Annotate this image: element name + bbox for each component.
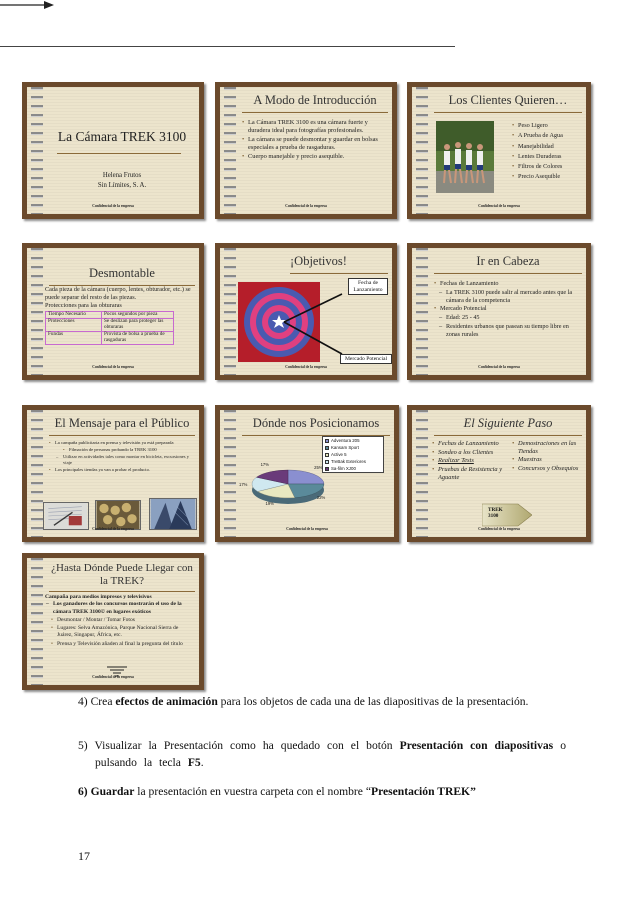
bullet-item: • Demostraciones en las Tiendas xyxy=(512,440,588,455)
legend-entry xyxy=(323,451,383,458)
instruction-6 xyxy=(78,784,575,801)
presenter-name: Helena Frutos xyxy=(102,172,142,179)
table-cell: Tiempo Necesario xyxy=(46,312,102,319)
slide-footer: Confidencial de la empresa xyxy=(285,365,327,369)
slide-5 xyxy=(215,243,397,380)
binder-rings xyxy=(416,248,428,375)
slide-3 xyxy=(407,82,591,219)
table-row xyxy=(46,319,174,332)
company-name: Sin Límites, S. A. xyxy=(97,181,147,189)
slide-title: A Modo de Introducción xyxy=(242,93,388,113)
slide-title: Dónde nos Posicionamos xyxy=(242,416,390,436)
arrow-label: TREK 3100 xyxy=(488,507,503,520)
header-rule xyxy=(0,46,455,47)
legend-entry xyxy=(323,465,383,472)
buildings-photo xyxy=(149,498,197,530)
slide-footer: Confidencial de la empresa xyxy=(92,675,134,679)
slide-body xyxy=(49,440,195,474)
legend-label: Sa-film XJ00 xyxy=(331,466,356,471)
pie-label-1: 25% xyxy=(314,465,323,471)
page-number: 17 xyxy=(78,849,90,863)
sub-bullet-item: – Utilizar en actividades tales como montar en bicicleta, excursiones y viaje xyxy=(55,454,195,466)
sub-bullet-item: • Lugares: Selva Amazónica, Parque Nacional Sierra de Juárez, Singapur, África, etc. xyxy=(51,625,195,640)
binder-rings xyxy=(31,410,43,537)
bullet-item: • La Cámara TREK 3100 es una cámara fuerte y duradera ideal para fotografías profesionales. xyxy=(242,119,388,135)
sub-bullet-item: • Filmación de personas probando la TREK 3100 xyxy=(63,447,195,453)
table-row xyxy=(46,332,174,345)
binder-rings xyxy=(224,410,236,537)
slide-body xyxy=(434,280,582,339)
bullet-item: • La campaña publicitaria en prensa y televisión ya está preparada xyxy=(49,440,195,446)
slide-footer: Confidencial de la empresa xyxy=(286,527,328,531)
pie-label-4: 17% xyxy=(239,481,248,487)
bullet-item: • Pruebas de Resistencia y Aguante xyxy=(432,466,512,481)
slide-2 xyxy=(215,82,397,219)
slide-title: ¿Hasta Dónde Puede Llegar con la TREK? xyxy=(49,562,195,592)
slide-title: El Mensaje para el Público xyxy=(49,416,195,436)
pie-label-5: 17% xyxy=(260,462,269,468)
slide-body xyxy=(45,286,195,345)
legend-label: Adventura 205 xyxy=(331,438,360,443)
divider xyxy=(57,153,181,154)
binder-rings xyxy=(416,410,428,537)
pie-label-3: 19% xyxy=(265,501,274,507)
step-emphasis: F5 xyxy=(187,755,201,769)
coins-photo xyxy=(95,500,141,530)
step-number: 6) xyxy=(78,785,88,798)
slide-footer: Confidencial de la empresa xyxy=(478,204,520,208)
slide-body xyxy=(512,121,582,183)
paragraph: Campaña para medios impresos y televisivos xyxy=(45,594,152,600)
sub-bullet-item: • Desmontar / Montar / Tomar Fotos xyxy=(51,617,195,624)
slide-8 xyxy=(215,405,399,542)
legend-swatch xyxy=(325,453,329,457)
sub-bullet-item: – Residentes urbanos que pasean su tiempo libre en zonas rurales xyxy=(438,323,582,339)
runners-photo xyxy=(436,121,494,193)
legend-swatch xyxy=(325,460,329,464)
slide-title: El Siguiente Paso xyxy=(434,416,582,436)
bullet-item: • Peso Ligero xyxy=(512,121,582,130)
slide-title: Desmontable xyxy=(49,266,195,286)
sub-bullet-item: • Prensa y Televisión añaden al final la pregunta del título xyxy=(51,641,195,648)
binder-rings xyxy=(31,87,43,214)
step-emphasis: efectos de animación xyxy=(115,695,218,708)
binder-rings xyxy=(224,87,236,214)
bullet-item: • Realizar Tests xyxy=(432,457,512,465)
slide-10 xyxy=(22,553,204,690)
step-text: . xyxy=(200,755,204,769)
bullet-item: • Manejabilidad xyxy=(512,142,582,151)
binder-rings xyxy=(31,558,43,685)
table-cell: Se deslizan para proteger las obturaras xyxy=(102,319,174,332)
left-column xyxy=(432,440,512,482)
slide-footer: Confidencial de la empresa xyxy=(92,365,134,369)
slide-6 xyxy=(407,243,591,380)
bullet-item: • Mercado Potencial xyxy=(434,305,582,313)
legend-label: Kansam Sport xyxy=(331,445,359,450)
table-cell: Provista de bolsa a prueba de rasgaduras xyxy=(102,332,174,345)
paragraph: Cada pieza de la cámara (cuerpo, lentes, obturador, etc.) se puede separar del resto de las piezas. xyxy=(45,286,191,301)
features-table xyxy=(45,311,174,345)
slide-footer: Confidencial de la empresa xyxy=(92,527,134,531)
slide-body xyxy=(242,119,388,162)
bullet-item: • Lentes Duraderas xyxy=(512,152,582,161)
bullet-item: • Filtros de Colores xyxy=(512,162,582,171)
step-number: 4) xyxy=(78,695,88,708)
bullet-item: • La cámara se puede desmontar y guardar en bolsas especiales a prueba de rasgaduras. xyxy=(242,136,388,152)
step-text: la presentación en vuestra carpeta con el nombre “ xyxy=(134,785,371,798)
binder-rings xyxy=(416,87,428,214)
step-number: 5) xyxy=(78,739,88,752)
step-emphasis: Presentación con diapositivas xyxy=(399,739,554,752)
bullet-item: • A Prueba de Agua xyxy=(512,131,582,140)
legend-label: TreBak Exteriores xyxy=(331,459,366,464)
binder-rings xyxy=(31,248,43,375)
slide-title: Los Clientes Quieren… xyxy=(434,93,582,113)
legend-swatch xyxy=(325,467,329,471)
callout-launch-date: Fecha de Lanzamiento xyxy=(348,278,388,295)
step-emphasis: Presentación TREK xyxy=(370,785,471,798)
slide-9 xyxy=(407,405,591,542)
sub-bullet-item: – La TREK 3100 puede salir al mercado antes que la cámara de la competencia xyxy=(438,289,582,305)
bullet-item: • Fechas de Lanzamiento xyxy=(432,440,512,448)
slide-1 xyxy=(22,82,204,219)
pie-slice-1 xyxy=(288,470,324,484)
bullet-item: • Sondeo a los Clientes xyxy=(432,449,512,457)
slide-footer: Confidencial de la empresa xyxy=(478,365,520,369)
table-cell: Pocos segundos por pieza xyxy=(102,312,174,319)
legend-label: Active 5 xyxy=(331,452,347,457)
step-text: ” xyxy=(470,785,476,798)
pie-label-2: 22% xyxy=(316,495,326,501)
bullet-item: • Los principales tiendas ya van a probar el producto. xyxy=(49,467,195,473)
paragraph: Protecciones para las obturaras xyxy=(45,301,122,309)
bullet-item: • Concursos y Obsequios xyxy=(512,465,588,473)
slide-title: ¡Objetivos! xyxy=(290,254,388,274)
sub-bullet-item: – Edad: 25 - 45 xyxy=(438,314,582,322)
sub-bullet-item: – Los ganadores de los concursos mostrarán el uso de la cámara TREK 3100© en lugares exóticos xyxy=(45,601,195,616)
bullet-item: • Muestras xyxy=(512,456,588,464)
legend-entry xyxy=(323,444,383,451)
bullet-item: • Fechas de Lanzamiento xyxy=(434,280,582,288)
slide-footer: Confidencial de la empresa xyxy=(285,204,327,208)
step-emphasis: Guardar xyxy=(90,785,135,798)
slide-title: La Cámara TREK 3100 xyxy=(57,129,187,144)
slide-title: Ir en Cabeza xyxy=(434,254,582,274)
slide-subtitle xyxy=(49,171,195,191)
legend-swatch xyxy=(325,446,329,450)
callout-market: Mercado Potencial xyxy=(340,354,392,364)
document-photo xyxy=(43,502,89,530)
slide-7 xyxy=(22,405,204,542)
table-cell: Protecciones xyxy=(46,319,102,332)
instruction-5 xyxy=(78,738,566,772)
slide-body xyxy=(45,594,195,649)
arrow-right-icon xyxy=(0,0,56,10)
bullet-item: • Cuerpo manejable y precio asequible. xyxy=(242,153,388,161)
slide-footer: Confidencial de la empresa xyxy=(92,204,134,208)
step-text: para los objetos de cada una de las diapositivas de la presentación. xyxy=(217,695,529,708)
step-text: Visualizar la Presentación como ha quedado con el botón xyxy=(94,739,400,752)
step-text: Crea xyxy=(90,695,116,708)
legend-swatch xyxy=(325,439,329,443)
instruction-4 xyxy=(78,694,566,711)
chart-legend xyxy=(322,436,384,473)
legend-entry xyxy=(323,458,383,465)
right-column xyxy=(512,440,588,474)
legend-entry xyxy=(323,437,383,444)
step-text: o pulsando la tecla xyxy=(95,739,566,769)
table-cell: Fundas xyxy=(46,332,102,345)
bullet-item: • Precio Asequible xyxy=(512,172,582,181)
slide-4 xyxy=(22,243,204,380)
slide-footer: Confidencial de la empresa xyxy=(478,527,520,531)
